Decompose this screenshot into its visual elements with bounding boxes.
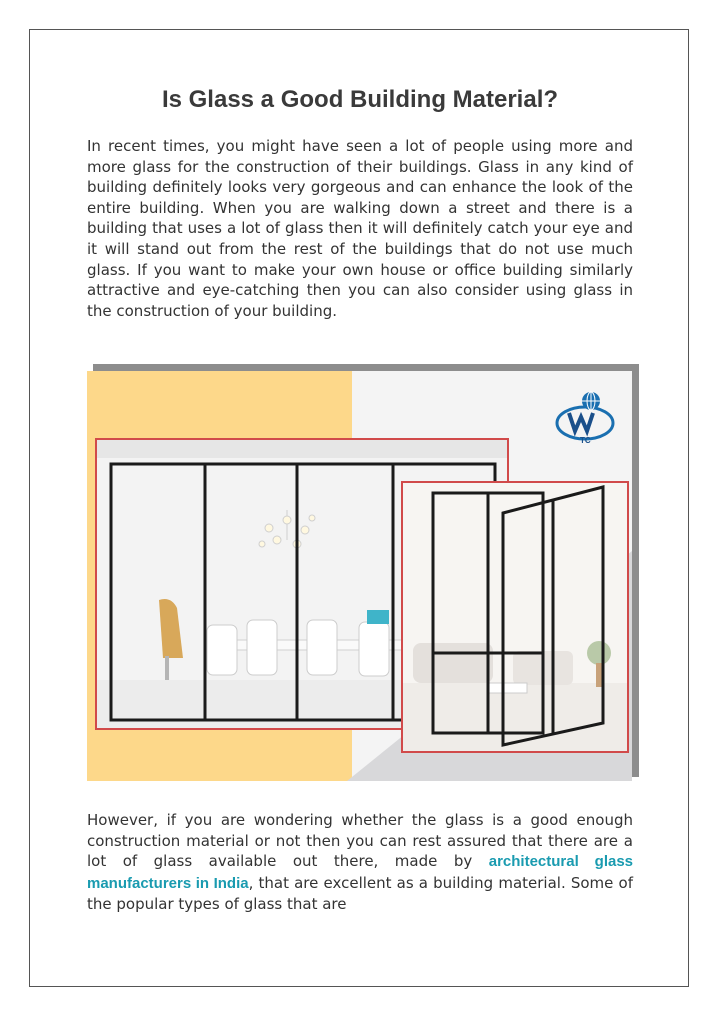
glass-door-living-room-photo	[403, 483, 627, 751]
logo-text: TC	[580, 436, 591, 445]
globe-logo-icon	[553, 387, 617, 447]
hero-figure	[87, 364, 639, 777]
paragraph-2-text-before: However, if you are wondering whether the glass is a good enough construction material or not then you can rest assured that there are a lot of glass available out there, made by	[87, 811, 633, 871]
manufacturers-link[interactable]: architectural glass manufacturers in India	[87, 853, 634, 892]
paragraph-2-text-after: , that are excellent as a building material. Some of the popular types of glass that are	[87, 873, 633, 914]
living-room-glass-door-photo	[401, 481, 629, 753]
intro-paragraph: In recent times, you might have seen a lot of people using more and more glass for the construction of their buildings. Glass in any kind of building definitely looks very gorgeous and can enhance the look of the entire building. When you are walking down a street and there is a building that uses a lot of glass then it will definitely catch your eye and it will stand out from the rest of the buildings that do not use much glass. If you want to make your own house or office building similarly attractive and eye-catching then you can also consider using glass in the construction of your building.	[87, 137, 633, 320]
figure-canvas	[87, 371, 632, 781]
second-paragraph	[87, 810, 633, 915]
page-title: Is Glass a Good Building Material?	[161, 86, 559, 113]
